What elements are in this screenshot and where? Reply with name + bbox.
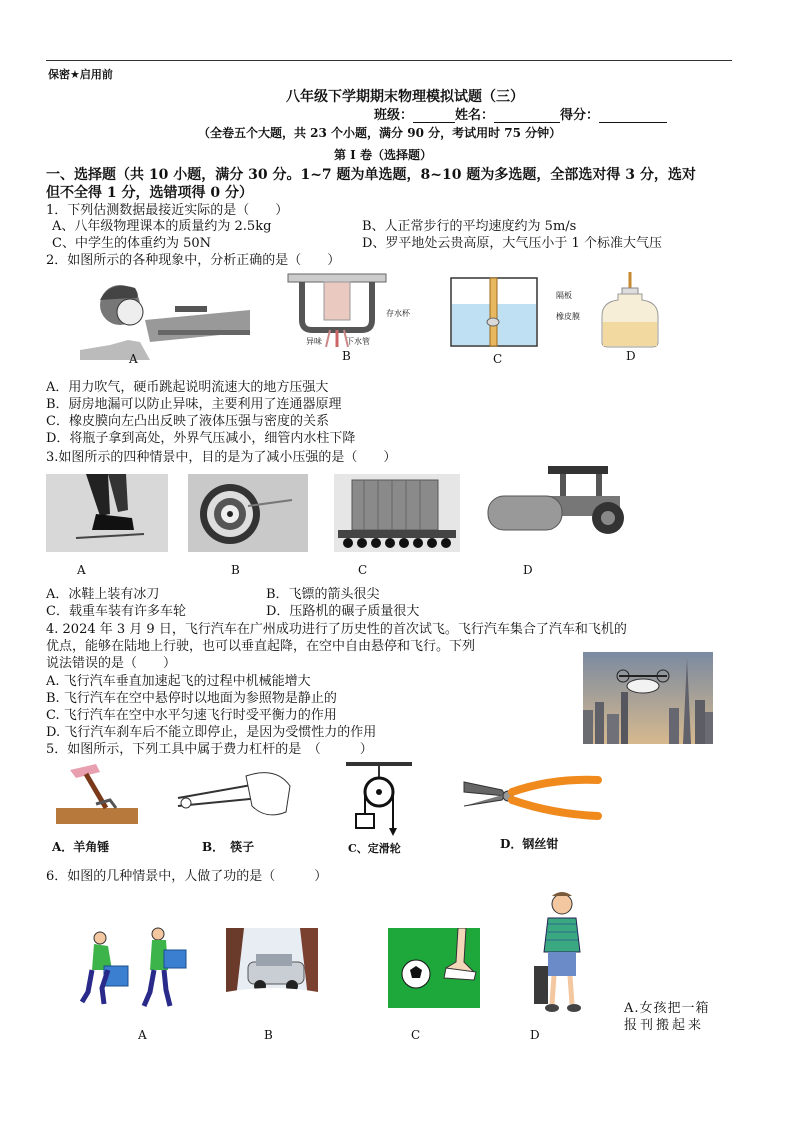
q2-b-pipe-label: 下水管 bbox=[346, 337, 370, 346]
q3-option-c: C．载重车装有许多车轮 bbox=[46, 604, 186, 619]
exam-note: （全卷五个大题，共 23 个小题，满分 90 分，考试用时 75 分钟） bbox=[198, 126, 562, 140]
q1-option-a: A、八年级物理课本的质量约为 2.5kg bbox=[52, 219, 272, 234]
q6-figure-a bbox=[78, 926, 190, 1008]
score-blank[interactable] bbox=[599, 108, 667, 123]
q5-figure-pulley bbox=[340, 762, 420, 838]
score-label: 得分： bbox=[560, 108, 600, 123]
q4-flying-car-photo bbox=[583, 652, 713, 744]
q5-figure-hammer bbox=[56, 764, 138, 824]
q6-label-d: D bbox=[530, 1028, 540, 1042]
class-blank[interactable] bbox=[413, 108, 455, 123]
q6-side-text-line1: A.女孩把一箱 bbox=[624, 1001, 710, 1016]
top-rule bbox=[46, 60, 732, 61]
name-blank[interactable] bbox=[494, 108, 560, 123]
q2-figure-a bbox=[80, 270, 250, 360]
q1-stem: 1．下列估测数据最接近实际的是（ ） bbox=[46, 203, 289, 218]
q5-figure-pliers bbox=[462, 772, 602, 828]
q6-label-b: B bbox=[264, 1028, 273, 1042]
q6-label-a: A bbox=[138, 1028, 147, 1042]
q5-label-a: A．羊角锤 bbox=[52, 840, 110, 854]
q4-option-a: A. 飞行汽车垂直加速起飞的过程中机械能增大 bbox=[46, 674, 311, 689]
q2-label-d: D bbox=[626, 349, 636, 363]
q2-b-smell-label: 异味 bbox=[306, 337, 322, 346]
q3-label-b: B bbox=[231, 563, 240, 577]
q2-label-b: B bbox=[342, 349, 351, 363]
q4-text-line3: 说法错误的是（ ） bbox=[46, 656, 177, 671]
q3-figure-c bbox=[334, 474, 460, 552]
section-heading: 一、选择题（共 10 小题，满分 30 分。1~7 题为单选题，8~10 题为多选题，全部选对得 3 分，选对 bbox=[46, 167, 696, 183]
q3-figure-b bbox=[188, 474, 308, 552]
q2-label-c: C bbox=[493, 352, 503, 366]
q3-stem: 3.如图所示的四种情景中，目的是为了减小压强的是（ ） bbox=[46, 450, 397, 465]
q6-label-c: C bbox=[411, 1028, 421, 1042]
q3-option-d: D．压路机的碾子质量很大 bbox=[266, 604, 420, 619]
q6-figure-b bbox=[226, 928, 318, 998]
q2-option-a: A．用力吹气，硬币跳起说明流速大的地方压强大 bbox=[46, 380, 329, 395]
q5-stem: 5．如图所示，下列工具中属于费力杠杆的是 （ ） bbox=[46, 742, 373, 757]
q4-text-line1: 4. 2024 年 3 月 9 日，飞行汽车在广州成功进行了历史性的首次试飞。飞行汽车集合了汽车和飞机的 bbox=[46, 622, 627, 637]
q3-figure-d bbox=[484, 460, 634, 538]
q2-figure-d bbox=[598, 272, 662, 348]
q2-b-cup-label: 存水杯 bbox=[386, 309, 410, 318]
q6-stem: 6．如图的几种情景中，人做了功的是（ ） bbox=[46, 869, 328, 884]
q2-option-b: B．厨房地漏可以防止异味，主要利用了连通器原理 bbox=[46, 397, 342, 412]
q1-option-c: C、中学生的体重约为 50N bbox=[52, 236, 211, 251]
q1-option-b: B、人正常步行的平均速度约为 5m/s bbox=[362, 219, 577, 234]
q5-label-d: D．钢丝钳 bbox=[500, 837, 559, 851]
q2-stem: 2．如图所示的各种现象中，分析正确的是（ ） bbox=[46, 253, 341, 268]
q3-label-a: A bbox=[77, 563, 86, 577]
q5-figure-chopsticks bbox=[176, 766, 292, 822]
section-heading-cont: 但不全得 1 分，选错项得 0 分） bbox=[46, 185, 253, 201]
confidential-mark: 保密★启用前 bbox=[48, 68, 113, 81]
q2-figure-c bbox=[448, 276, 544, 348]
q2-option-d: D．将瓶子拿到高处，外界气压减小，细管内水柱下降 bbox=[46, 431, 356, 446]
class-label: 班级： bbox=[374, 108, 414, 123]
q6-figure-d bbox=[530, 890, 594, 1016]
q4-option-c: C. 飞行汽车在空中水平匀速飞行时受平衡力的作用 bbox=[46, 708, 337, 723]
q4-option-b: B. 飞行汽车在空中悬停时以地面为参照物是静止的 bbox=[46, 691, 337, 706]
q2-option-c: C．橡皮膜向左凸出反映了液体压强与密度的关系 bbox=[46, 414, 329, 429]
q2-c-partition-label: 隔板 bbox=[556, 291, 572, 300]
q5-label-b: B． 筷子 bbox=[202, 840, 255, 854]
q5-label-c: C、定滑轮 bbox=[348, 842, 401, 855]
q3-option-a: A．冰鞋上装有冰刀 bbox=[46, 587, 160, 602]
q2-label-a: A bbox=[129, 352, 138, 366]
q6-figure-c bbox=[388, 928, 480, 1008]
q3-figure-a bbox=[46, 474, 168, 552]
q6-side-text-line2: 报刊搬起来 bbox=[624, 1018, 705, 1033]
q3-label-c: C bbox=[358, 563, 368, 577]
student-info bbox=[374, 104, 667, 123]
q3-label-d: D bbox=[523, 563, 533, 577]
q4-text-line2: 优点，能够在陆地上行驶，也可以垂直起降，在空中自由悬停和飞行。下列 bbox=[46, 639, 476, 654]
q2-c-membrane-label: 橡皮膜 bbox=[556, 312, 580, 321]
q3-option-b: B．飞镖的箭头很尖 bbox=[266, 587, 380, 602]
q1-option-d: D、罗平地处云贵高原，大气压小于 1 个标准大气压 bbox=[362, 236, 662, 251]
name-label: 姓名： bbox=[455, 108, 495, 123]
q4-option-d: D. 飞行汽车刹车后不能立即停止，是因为受惯性力的作用 bbox=[46, 725, 377, 740]
page-title: 八年级下学期期末物理模拟试题（三） bbox=[286, 89, 524, 105]
volume-title: 第 I 卷（选择题） bbox=[334, 148, 432, 162]
